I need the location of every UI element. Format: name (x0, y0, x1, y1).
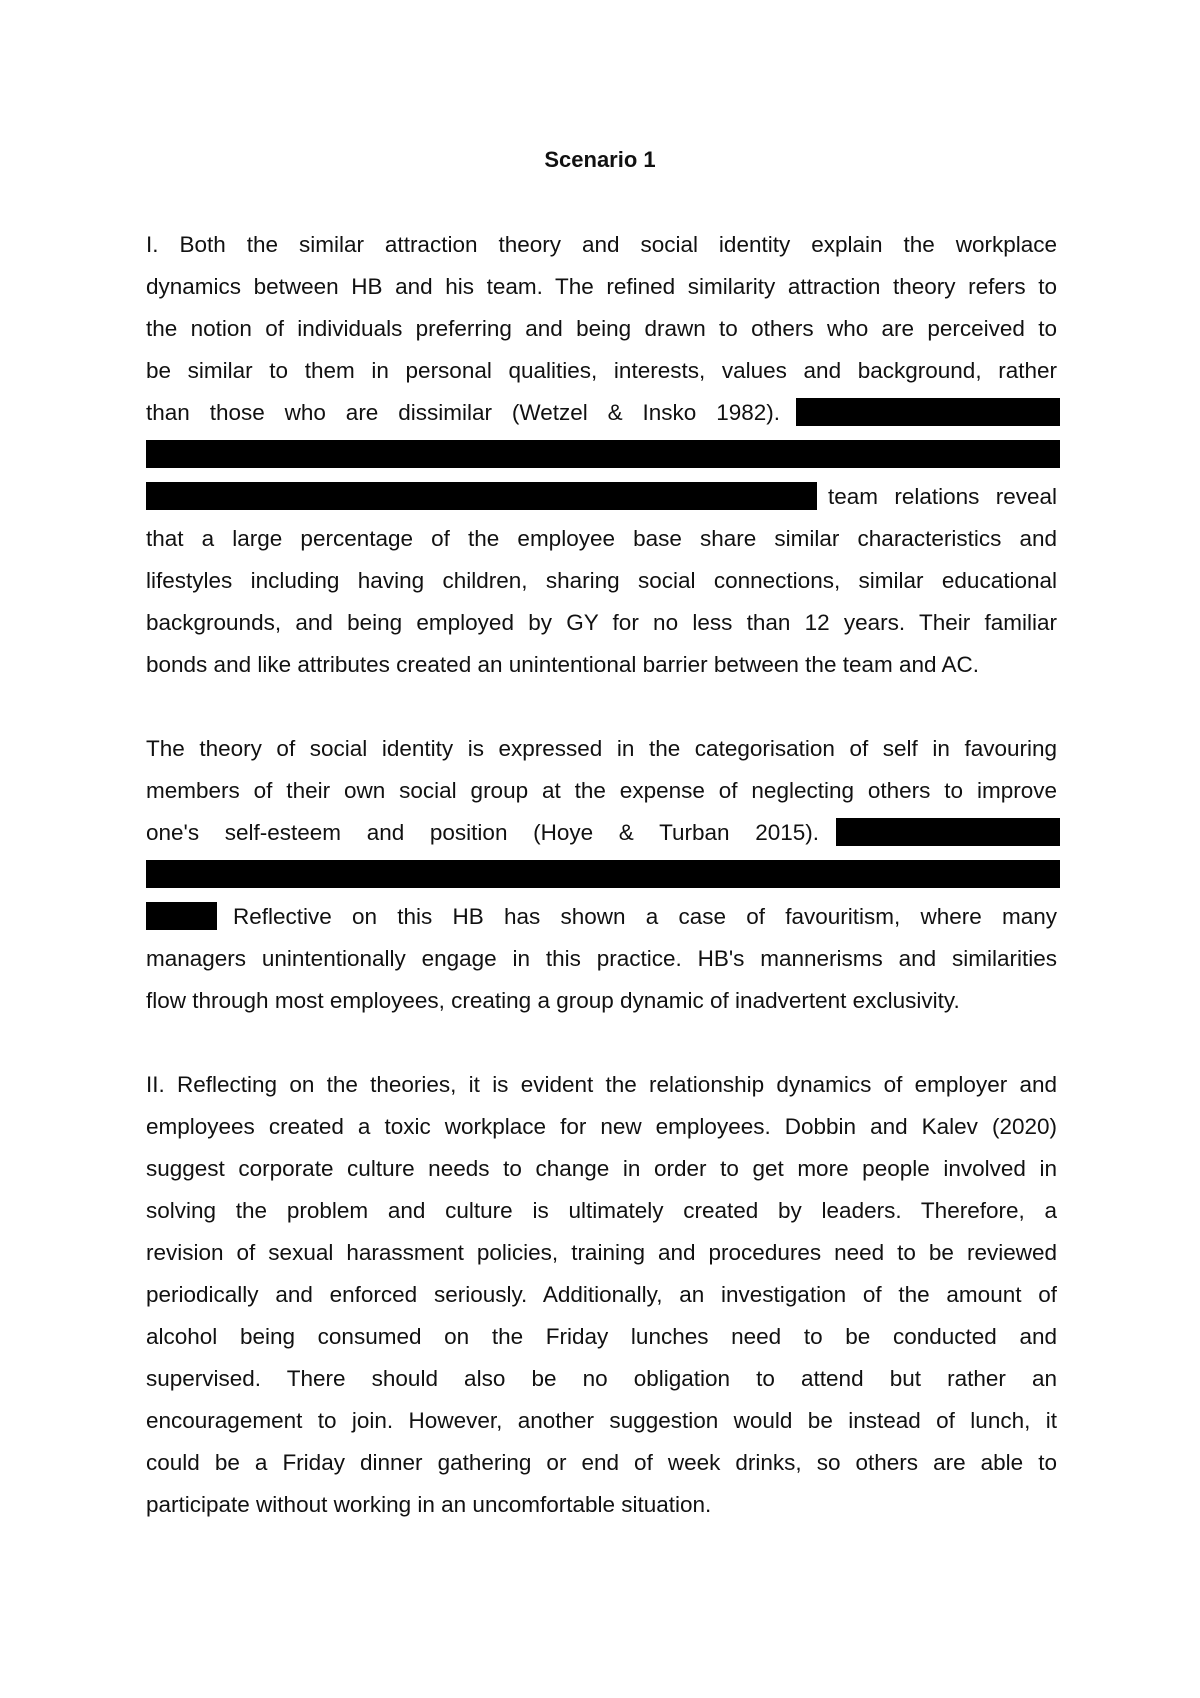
paragraph-3-line-8: supervised. There should also be no obligation to attend but rather an (146, 1366, 1057, 1391)
paragraph-1-line-9: lifestyles including having children, sharing social connections, similar educational (146, 568, 1057, 593)
paragraph-2-line-2: members of their own social group at the expense of neglecting others to improve (146, 778, 1057, 803)
paragraph-3-line-11: participate without working in an uncomfortable situation. (146, 1492, 712, 1517)
paragraph-1-line-10: backgrounds, and being employed by GY for no less than 12 years. Their familiar (146, 610, 1057, 635)
paragraph-1-line-1: I. Both the similar attraction theory and social identity explain the workplace (146, 232, 1057, 257)
paragraph-3-line-1: II. Reflecting on the theories, it is evident the relationship dynamics of employer and (146, 1072, 1057, 1097)
paragraph-1-line-8: that a large percentage of the employee base share similar characteristics and (146, 526, 1057, 551)
paragraph-1-line-4: be similar to them in personal qualities, interests, values and background, rather (146, 358, 1057, 383)
paragraph-3-line-6: periodically and enforced seriously. Additionally, an investigation of the amount of (146, 1282, 1057, 1307)
paragraph-2-line-6: managers unintentionally engage in this practice. HB's mannerisms and similarities (146, 946, 1057, 971)
redaction-bar (796, 398, 1060, 426)
paragraph-3-line-10: could be a Friday dinner gathering or end of week drinks, so others are able to (146, 1450, 1057, 1475)
redaction-bar (146, 902, 217, 930)
document-title: Scenario 1 (544, 147, 656, 172)
paragraph-3-line-2: employees created a toxic workplace for new employees. Dobbin and Kalev (2020) (146, 1114, 1057, 1139)
redaction-bar (146, 482, 817, 510)
paragraph-1-line-5: than those who are dissimilar (Wetzel & Insko 1982). (146, 400, 780, 425)
paragraph-3-line-3: suggest corporate culture needs to change in order to get more people involved in (146, 1156, 1057, 1181)
redaction-bar (146, 860, 1060, 888)
paragraph-3-line-9: encouragement to join. However, another suggestion would be instead of lunch, it (146, 1408, 1057, 1433)
paragraph-2-line-5: Reflective on this HB has shown a case of favouritism, where many (233, 904, 1057, 929)
redaction-bar (836, 818, 1060, 846)
paragraph-3-line-7: alcohol being consumed on the Friday lunches need to be conducted and (146, 1324, 1057, 1349)
paragraph-2-line-1: The theory of social identity is expressed in the categorisation of self in favouring (146, 736, 1057, 761)
redaction-bar (146, 440, 1060, 468)
paragraph-1-line-11: bonds and like attributes created an unintentional barrier between the team and AC. (146, 652, 980, 677)
paragraph-2-line-3: one's self-esteem and position (Hoye & Turban 2015). (146, 820, 819, 845)
paragraph-3-line-5: revision of sexual harassment policies, training and procedures need to be reviewed (146, 1240, 1057, 1265)
paragraph-3-line-4: solving the problem and culture is ultimately created by leaders. Therefore, a (146, 1198, 1057, 1223)
paragraph-1-line-2: dynamics between HB and his team. The refined similarity attraction theory refers to (146, 274, 1057, 299)
paragraph-1-line-7: team relations reveal (828, 484, 1057, 509)
paragraph-2-line-7: flow through most employees, creating a group dynamic of inadvertent exclusivity. (146, 988, 960, 1013)
paragraph-1-line-3: the notion of individuals preferring and being drawn to others who are perceived to (146, 316, 1057, 341)
